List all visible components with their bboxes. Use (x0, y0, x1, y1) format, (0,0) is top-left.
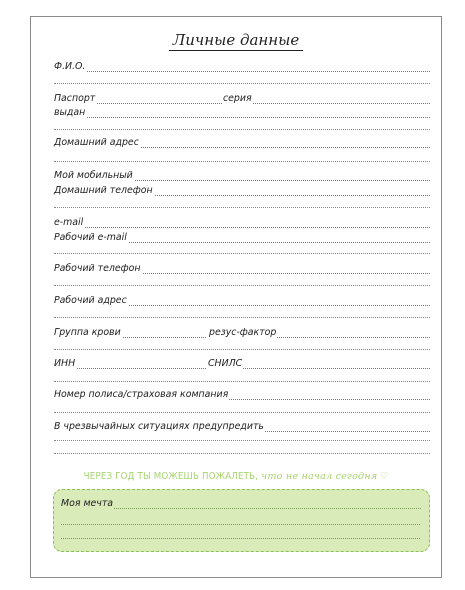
dream-box (53, 489, 430, 552)
work-address-label: Рабочий адрес (54, 295, 127, 306)
inn-field[interactable] (54, 358, 430, 372)
insurance-label: Номер полиса/страховая компания (54, 389, 229, 400)
fio-line-2[interactable] (54, 83, 430, 84)
home-address-line-2[interactable] (54, 161, 430, 162)
emergency-line-3[interactable] (54, 453, 430, 454)
work-address-field[interactable] (54, 295, 430, 309)
dream-line-2[interactable] (61, 524, 420, 525)
dream-field[interactable] (61, 498, 421, 512)
inn-label: ИНН (54, 358, 76, 369)
work-email-line-2[interactable] (54, 253, 430, 254)
emergency-label: В чрезвычайных ситуациях предупредить (54, 421, 264, 432)
passport-label: Паспорт (54, 93, 96, 104)
form-page (30, 16, 442, 578)
work-email-field[interactable] (54, 232, 430, 246)
heart-icon: ♡ (380, 471, 389, 482)
rh-factor-label: резус-фактор (209, 327, 277, 338)
email-field[interactable] (54, 217, 430, 231)
work-phone-label: Рабочий телефон (54, 263, 141, 274)
quote-caps: ЧЕРЕЗ ГОД ТЫ МОЖЕШЬ ПОЖАЛЕТЬ, (83, 471, 259, 482)
insurance-field[interactable] (54, 389, 430, 403)
issued-line-2[interactable] (54, 129, 430, 130)
work-address-line-2[interactable] (54, 317, 430, 318)
fio-field[interactable] (54, 61, 430, 75)
fio-label: Ф.И.О. (54, 61, 86, 72)
home-address-field[interactable] (54, 137, 430, 151)
passport-field[interactable] (54, 93, 430, 107)
home-phone-line-2[interactable] (54, 207, 430, 208)
email-label: e-mail (54, 217, 84, 228)
quote-script: что не начал сегодня (261, 471, 378, 482)
blood-group-field[interactable] (54, 327, 430, 341)
my-mobile-label: Мой мобильный (54, 170, 133, 181)
insurance-line-2[interactable] (54, 412, 430, 413)
home-phone-field[interactable] (54, 185, 430, 199)
blood-group-line-2[interactable] (54, 349, 430, 350)
dream-line-3[interactable] (61, 538, 420, 539)
issued-label: выдан (54, 107, 86, 118)
my-mobile-field[interactable] (54, 170, 430, 184)
work-email-label: Рабочий e-mail (54, 232, 127, 243)
emergency-line-2[interactable] (54, 440, 430, 441)
snils-label: СНИЛС (208, 358, 243, 369)
series-label: серия (223, 93, 252, 104)
home-phone-label: Домашний телефон (54, 185, 153, 196)
home-address-label: Домашний адрес (54, 137, 139, 148)
issued-field[interactable] (54, 107, 430, 121)
work-phone-line-2[interactable] (54, 285, 430, 286)
work-phone-field[interactable] (54, 263, 430, 277)
motivational-quote (31, 471, 441, 482)
dream-label: Моя мечта (61, 498, 114, 509)
emergency-field[interactable] (54, 421, 430, 435)
page-title: Личные данные (31, 31, 441, 49)
blood-group-label: Группа крови (54, 327, 121, 338)
inn-line-2[interactable] (54, 381, 430, 382)
